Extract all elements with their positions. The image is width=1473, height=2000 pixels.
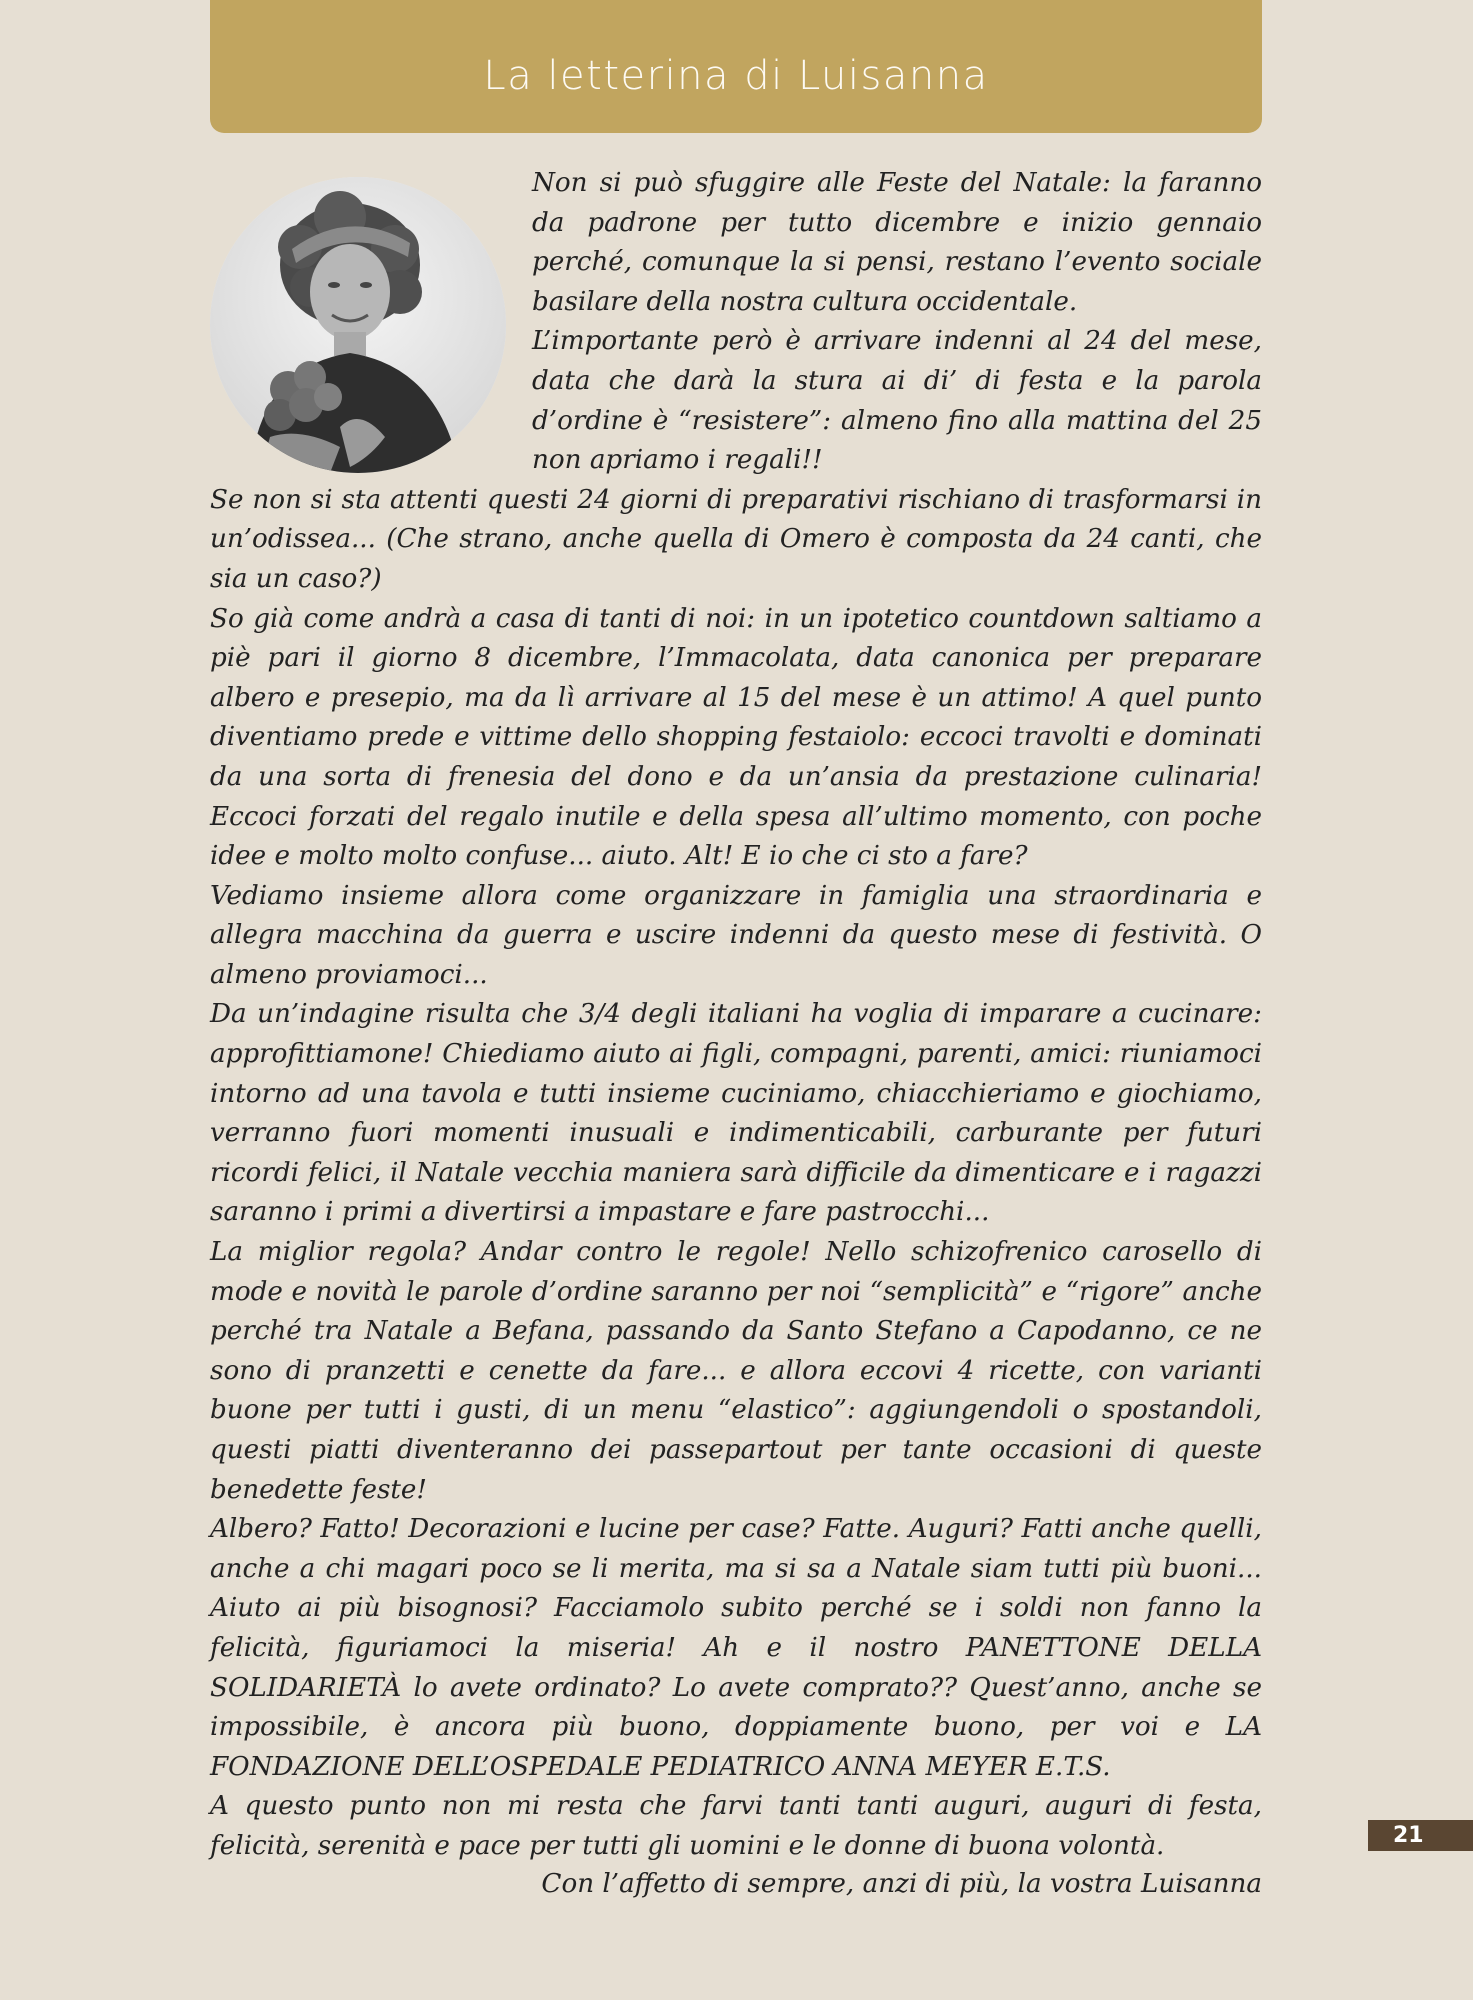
letter-body: [210, 164, 1262, 1867]
paragraph: La miglior regola? Andar contro le regole! Nello schizofrenico carosello di mode e novità le parole d’ordine saranno per noi “semplicità” e “rigore” anche perché tra Natale a Befana, passando da Santo Stefano a Capodanno, ce ne sono di pranzetti e cenette da fare... e allora eccovi 4 ricette, con varianti buone per tutti i gusti, di un menu “elastico”: aggiungendoli o spostandoli, questi piatti diventeranno dei passepartout per tante occasioni di queste benedette feste!: [210, 1237, 1262, 1505]
header-banner: [210, 0, 1262, 133]
paragraph: Albero? Fatto! Decorazioni e lucine per case? Fatte. Auguri? Fatti anche quelli, anche a chi magari poco se li merita, ma si sa a Natale siam tutti più buoni... Aiuto ai più bisognosi? Facciamolo subito perché se i soldi non fanno la felicità, figuriamoci la miseria! Ah e il nostro PANETTONE DELLA SOLIDARIETÀ lo avete ordinato? Lo avete comprato?? Quest’anno, anche se impossibile, è ancora più buono, doppiamente buono, per voi e LA FONDAZIONE DELL’OSPEDALE PEDIATRICO ANNA MEYER E.T.S.: [210, 1514, 1262, 1782]
page-number: 21: [1368, 1820, 1473, 1851]
paragraph: A questo punto non mi resta che farvi tanti tanti auguri, auguri di festa, felicità, serenità e pace per tutti gli uomini e le donne di buona volontà.: [210, 1791, 1262, 1861]
portrait-space: [210, 164, 532, 480]
paragraph: Se non si sta attenti questi 24 giorni di preparativi rischiano di trasformarsi in un’odissea... (Che strano, anche quella di Omero è composta da 24 canti, che sia un caso?): [210, 484, 1262, 594]
paragraph: Da un’indagine risulta che 3/4 degli italiani ha voglia di imparare a cucinare: approfittiamone! Chiediamo aiuto ai figli, compagni, parenti, amici: riuniamoci intorno ad una tavola e tutti insieme cuciniamo, chiacchieriamo e giochiamo, verranno fuori momenti inusuali e indimenticabili, carburante per futuri ricordi felici, il Natale vecchia maniera sarà difficile da dimenticare e i ragazzi saranno i primi a divertirsi a impastare e fare pastrocchi...: [210, 999, 1262, 1228]
paragraph: Vediamo insieme allora come organizzare in famiglia una straordinaria e allegra macchina da guerra e uscire indenni da questo mese di festività. O almeno proviamoci...: [210, 880, 1262, 990]
signature: Con l’affetto di sempre, anzi di più, la vostra Luisanna: [541, 1869, 1262, 1899]
paragraph: So già come andrà a casa di tanti di noi: in un ipotetico countdown saltiamo a piè pari il giorno 8 dicembre, l’Immacolata, data canonica per preparare albero e presepio, ma da lì arrivare al 15 del mese è un attimo! A quel punto diventiamo prede e vittime dello shopping festaiolo: eccoci travolti e dominati da una sorta di frenesia del dono e da un’ansia da prestazione culinaria! Eccoci forzati del regalo inutile e della spesa all’ultimo momento, con poche idee e molto molto confuse... aiuto. Alt! E io che ci sto a fare?: [210, 603, 1262, 872]
paragraph: Non si può sfuggire alle Feste del Natale: la faranno da padrone per tutto dicembre e inizio gennaio perché, comunque la si pensi, restano l’evento sociale basilare della nostra cultura occidentale.: [532, 168, 1262, 317]
page-title: La letterina di Luisanna: [483, 52, 989, 99]
paragraph: L’importante però è arrivare indenni al 24 del mese, data che darà la stura ai di’ di festa e la parola d’ordine è “resistere”: almeno fino alla mattina del 25 non apriamo i regali!!: [532, 326, 1262, 476]
